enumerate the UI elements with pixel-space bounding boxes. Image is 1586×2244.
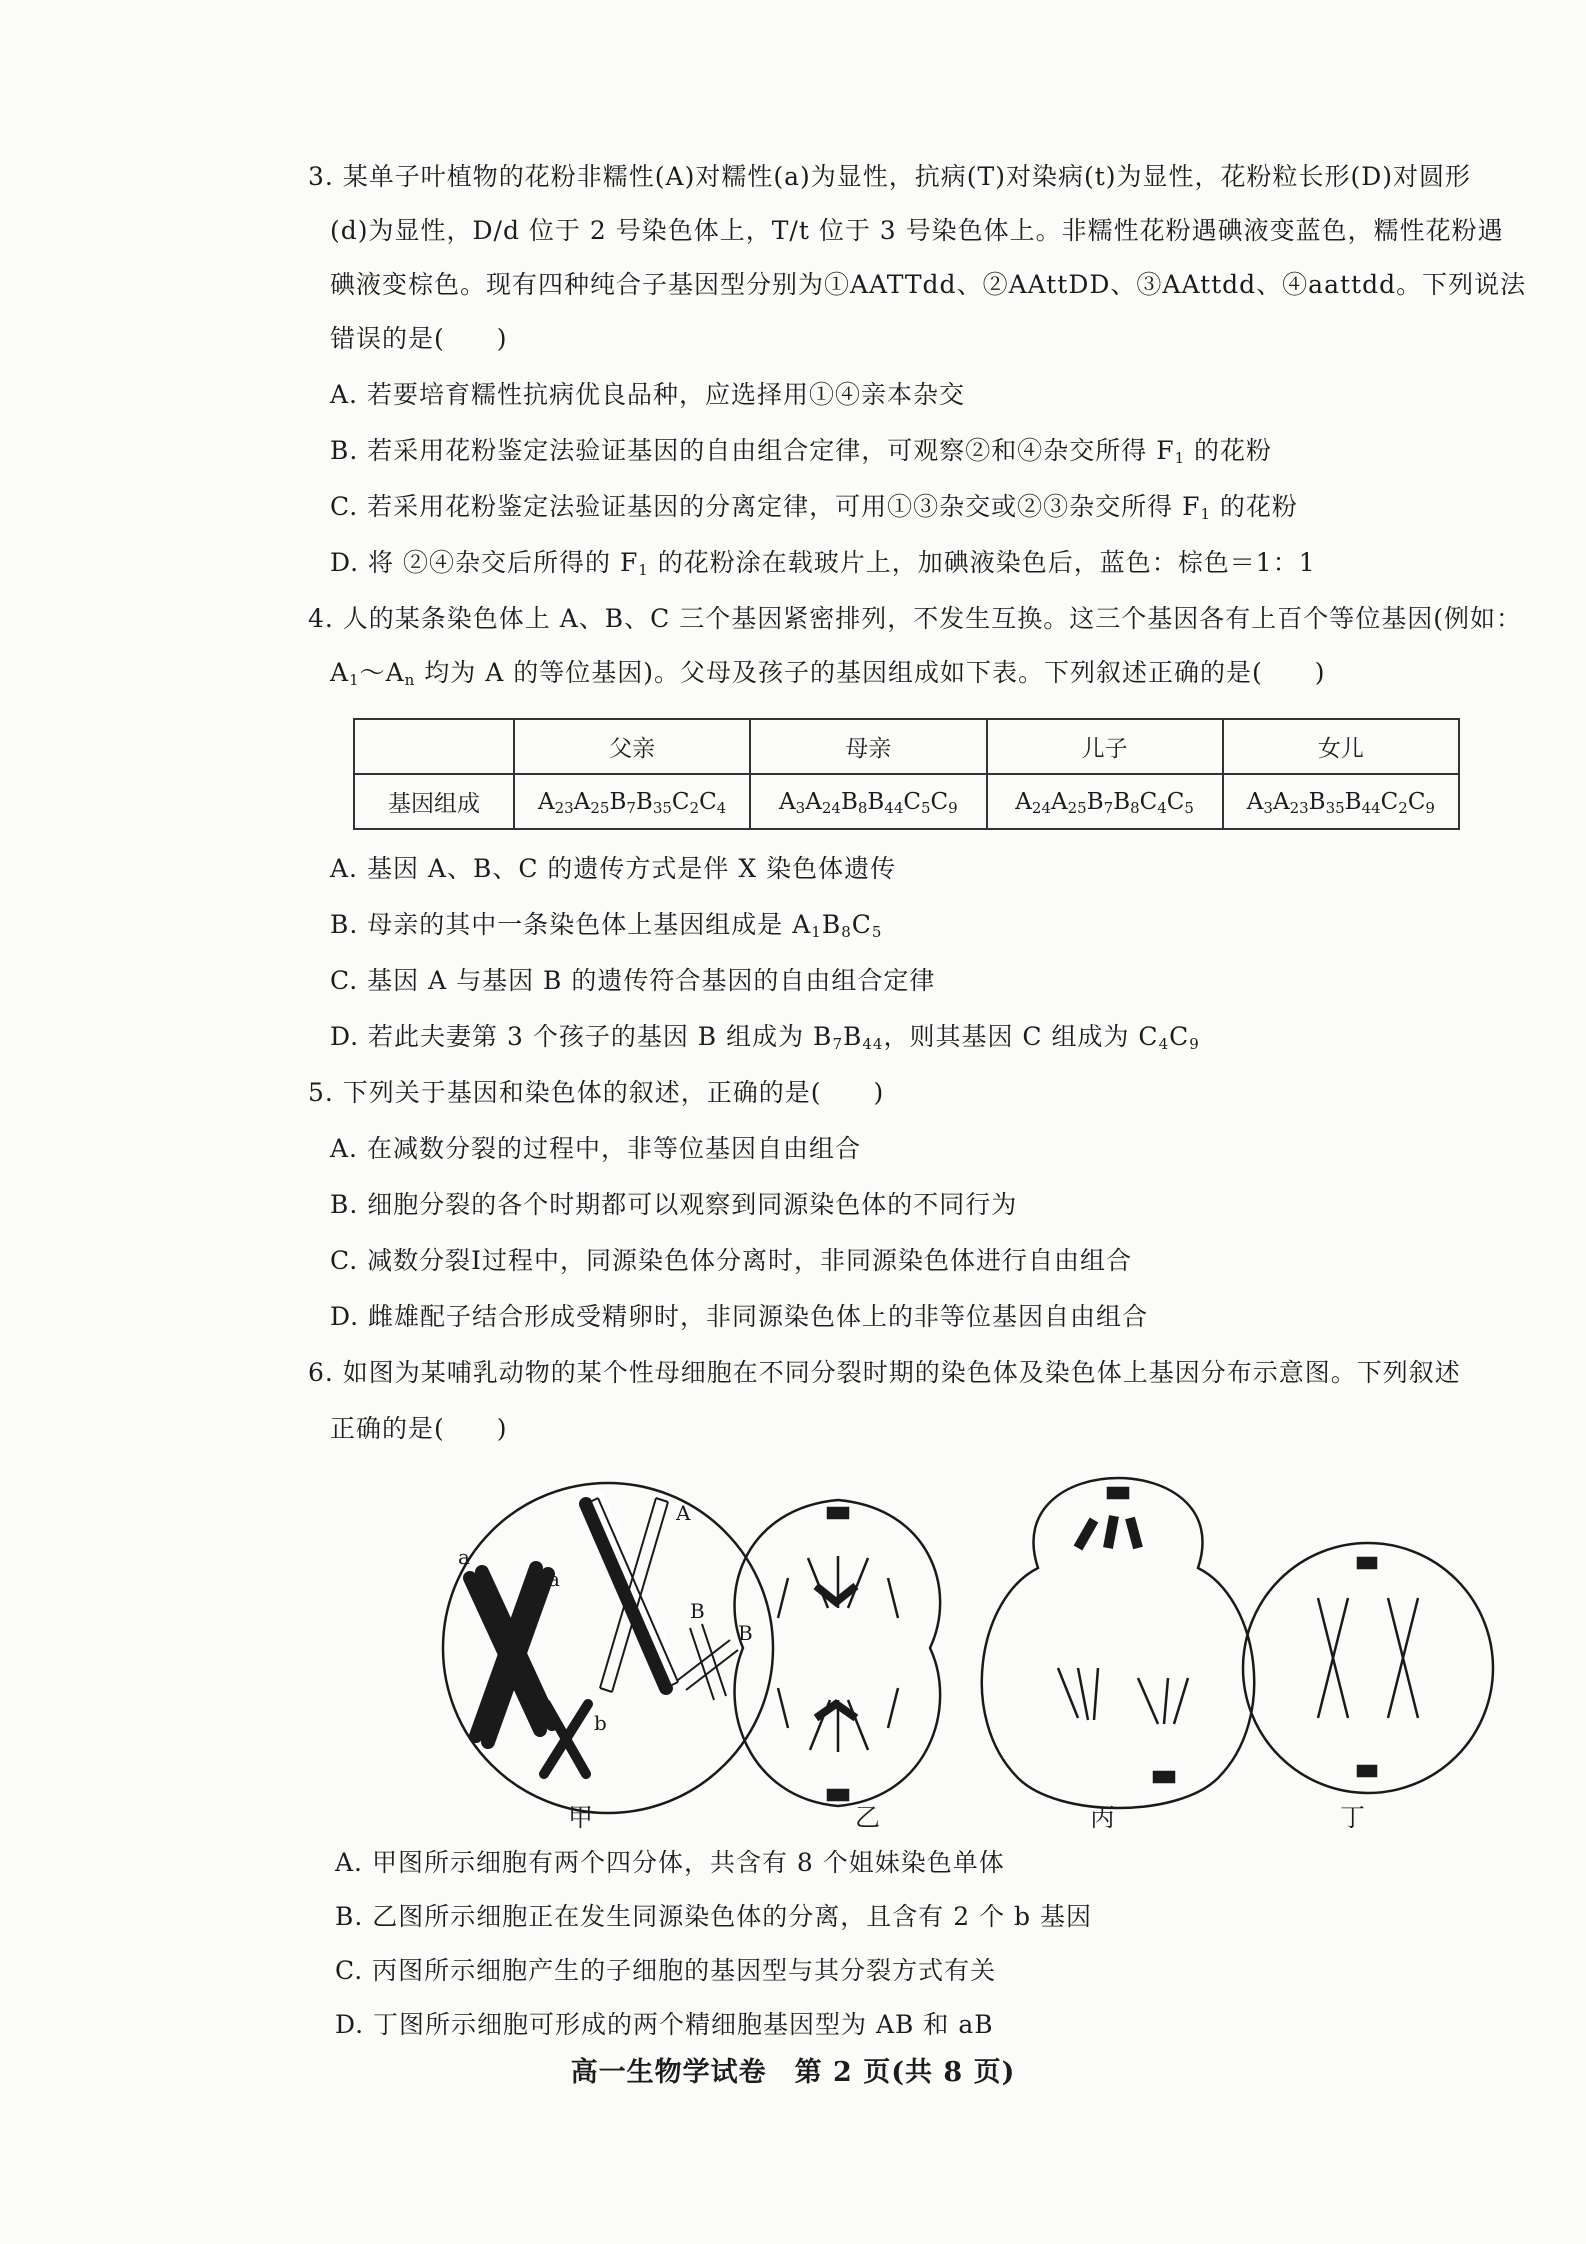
cell-yi-membrane xyxy=(735,1500,941,1806)
figure-label-jia: 甲 xyxy=(568,1803,594,1832)
q6-stem-line-2: 正确的是( ) xyxy=(330,1414,508,1443)
gene-label-a-2: a xyxy=(548,1567,560,1591)
gene-label-B-1: B xyxy=(690,1599,705,1623)
table-header-father: 父亲 xyxy=(514,719,750,774)
figure-label-ding: 丁 xyxy=(1340,1803,1366,1832)
q3-option-d: D. 将 ②④杂交后所得的 $F_1$ 的花粉涂在载玻片上，加碘液染色后，蓝色：棕色＝1：1 xyxy=(330,548,1316,579)
q6-option-c: C. 丙图所示细胞产生的子细胞的基因型与其分裂方式有关 xyxy=(335,1956,997,1985)
q4-option-a: A. 基因 A、B、C 的遗传方式是伴 X 染色体遗传 xyxy=(330,854,897,883)
q3-stem-line-2: (d)为显性，D/d 位于 2 号染色体上，T/t 位于 3 号染色体上。非糯性花粉遇碘液变蓝色，糯性花粉遇 xyxy=(330,216,1504,245)
mother-genotype: $A_3A_{24}B_8B_{44}C_5C_9$ xyxy=(750,774,986,829)
table-header-row xyxy=(354,719,1459,774)
daughter-genotype: $A_3A_{23}B_{35}B_{44}C_2C_9$ xyxy=(1223,774,1459,829)
q6-option-d: D. 丁图所示细胞可形成的两个精细胞基因型为 AB 和 aB xyxy=(335,2010,994,2039)
table-header-son: 儿子 xyxy=(987,719,1223,774)
gene-table xyxy=(353,718,1460,830)
table-header-mother: 母亲 xyxy=(750,719,986,774)
q3-option-a: A. 若要培育糯性抗病优良品种，应选择用①④亲本杂交 xyxy=(330,380,965,409)
cell-division-figure xyxy=(418,1468,1528,1848)
q3-stem-line-4: 错误的是( ) xyxy=(330,324,508,353)
figure-label-bing: 丙 xyxy=(1090,1803,1116,1832)
q6-option-b: B. 乙图所示细胞正在发生同源染色体的分离，且含有 2 个 b 基因 xyxy=(335,1902,1092,1931)
figure-label-yi: 乙 xyxy=(855,1803,881,1832)
q5-option-a: A. 在减数分裂的过程中，非等位基因自由组合 xyxy=(330,1134,861,1163)
gene-label-a-1: a xyxy=(458,1545,470,1569)
table-row-label: 基因组成 xyxy=(354,774,514,829)
father-genotype: $A_{23}A_{25}B_7B_{35}C_2C_4$ xyxy=(514,774,750,829)
q4-option-c: C. 基因 A 与基因 B 的遗传符合基因的自由组合定律 xyxy=(330,966,936,995)
q6-option-a: A. 甲图所示细胞有两个四分体，共含有 8 个姐妹染色单体 xyxy=(335,1848,1005,1877)
q3-option-c: C. 若采用花粉鉴定法验证基因的分离定律，可用①③杂交或②③杂交所得 $F_1$ 的花粉 xyxy=(330,492,1298,523)
table-row xyxy=(354,774,1459,829)
cell-yi-chromosomes xyxy=(778,1508,898,1800)
q5-option-b: B. 细胞分裂的各个时期都可以观察到同源染色体的不同行为 xyxy=(330,1190,1018,1219)
q4-option-b: B. 母亲的其中一条染色体上基因组成是 $A_1B_8C_5$ xyxy=(330,910,883,941)
cell-ding-chromosomes xyxy=(1318,1558,1418,1776)
gene-label-B-2: B xyxy=(738,1621,753,1645)
q3-stem-line-1: 3. 某单子叶植物的花粉非糯性(A)对糯性(a)为显性，抗病(T)对染病(t)为显性，花粉粒长形(D)对圆形 xyxy=(308,162,1472,191)
q6-stem-line-1: 6. 如图为某哺乳动物的某个性母细胞在不同分裂时期的染色体及染色体上基因分布示意图。下列叙述 xyxy=(308,1358,1461,1387)
q5-stem: 5. 下列关于基因和染色体的叙述，正确的是( ) xyxy=(308,1078,885,1107)
table-header-empty xyxy=(354,719,514,774)
q5-option-d: D. 雌雄配子结合形成受精卵时，非同源染色体上的非等位基因自由组合 xyxy=(330,1302,1149,1331)
cell-ding-membrane xyxy=(1243,1543,1493,1793)
q4-stem-line-1: 4. 人的某条染色体上 A、B、C 三个基因紧密排列，不发生互换。这三个基因各有上百个等位基因(例如： xyxy=(308,604,1523,633)
q4-stem-line-2: $A_1\sim A_n$ 均为 A 的等位基因)。父母及孩子的基因组成如下表。下列叙述正确的是( ) xyxy=(330,658,1326,689)
q5-option-c: C. 减数分裂Ⅰ过程中，同源染色体分离时，非同源染色体进行自由组合 xyxy=(330,1246,1133,1275)
gene-label-b-2: b xyxy=(594,1711,607,1735)
cell-bing-chromosomes xyxy=(1058,1488,1188,1782)
q3-stem-line-3: 碘液变棕色。现有四种纯合子基因型分别为①AATTdd、②AAttDD、③AAttdd、④aattdd。下列说法 xyxy=(330,270,1527,299)
page-footer: 高一生物学试卷 第 2 页(共 8 页) xyxy=(570,2057,1016,2088)
q4-option-d: D. 若此夫妻第 3 个孩子的基因 B 组成为 $B_7B_{44}$，则其基因 C 组成为 $C_4C_9$ xyxy=(330,1022,1200,1053)
son-genotype: $A_{24}A_{25}B_7B_8C_4C_5$ xyxy=(987,774,1223,829)
gene-label-A: A xyxy=(676,1501,691,1525)
q3-option-b: B. 若采用花粉鉴定法验证基因的自由组合定律，可观察②和④杂交所得 $F_1$ 的花粉 xyxy=(330,436,1273,467)
gene-label-b-1: b xyxy=(528,1681,541,1705)
table-header-daughter: 女儿 xyxy=(1223,719,1459,774)
cell-bing-membrane xyxy=(982,1478,1254,1808)
